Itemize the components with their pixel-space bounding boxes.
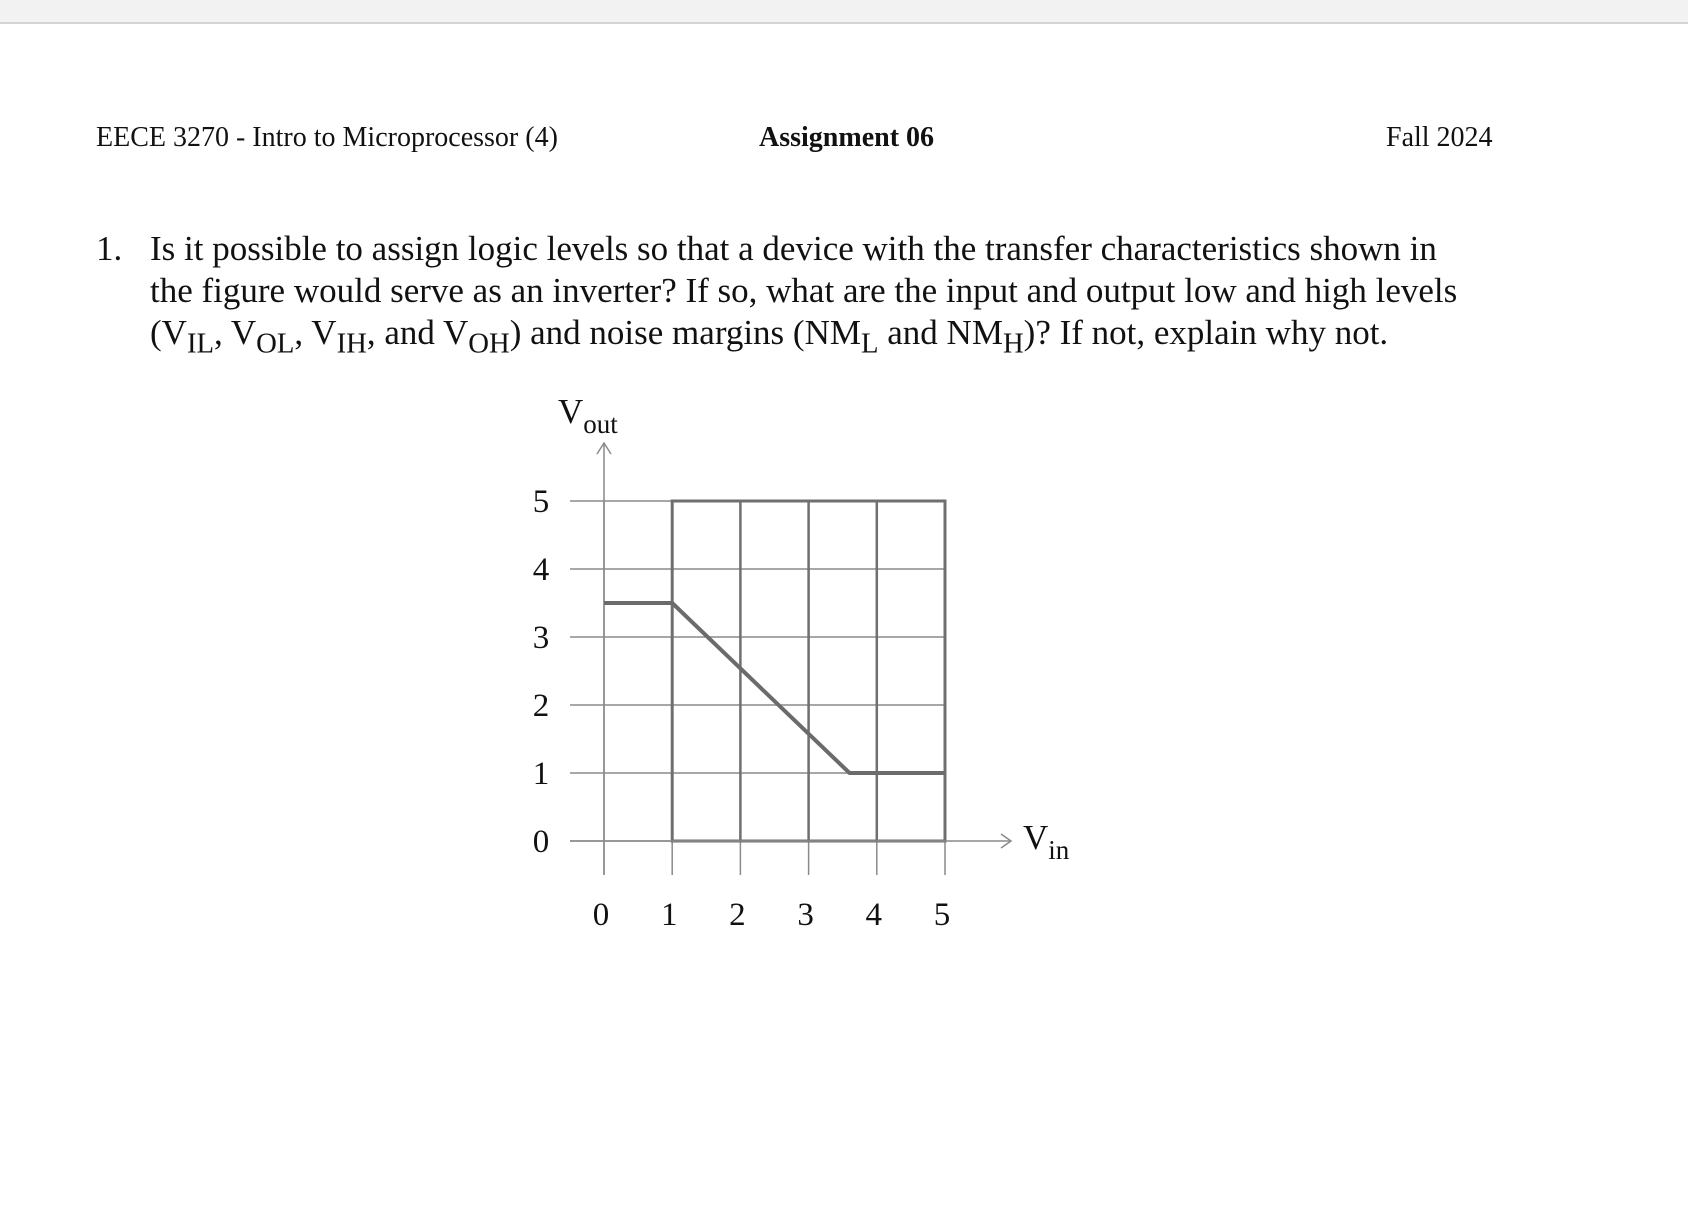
subscript: IL [186,327,215,360]
x-tick-label-1: 1 [660,897,678,933]
subscript: IH [336,327,367,360]
x-tick-label-5: 5 [933,897,951,933]
x-axis-label-main: V [1023,818,1049,857]
question-text-segment: and NM [878,313,1003,352]
x-tick-label-4: 4 [865,897,883,933]
subscript: OL [256,327,295,360]
y-tick-label-2: 2 [532,688,550,724]
y-axis-label-subscript: out [583,409,618,439]
y-tick-label-4: 4 [532,552,550,588]
x-tick-label-0: 0 [592,897,610,933]
question-text-segment: , V [294,313,337,352]
y-axis-label-main: V [558,392,584,431]
question-text-segment: )? If not, explain why not. [1023,313,1389,352]
series-line-0 [604,603,945,773]
x-axis-label-subscript: in [1048,835,1070,865]
question-number: 1. [96,229,123,268]
subscript: L [860,327,879,360]
assignment-title: Assignment 06 [759,122,935,153]
course-title: EECE 3270 - Intro to Microprocessor (4) [96,122,558,153]
subscript: H [1002,327,1024,360]
x-axis-label [1023,818,1070,865]
x-tick-label-2: 2 [729,897,746,933]
x-tick-label-3: 3 [797,897,814,933]
question-text-segment: , and V [366,313,469,352]
question-text-segment: (V [150,313,187,352]
y-axis-label [558,392,618,439]
y-tick-label-0: 0 [532,824,550,860]
y-tick-label-5: 5 [532,484,550,520]
question-text-segment: ) and noise margins (NM [509,313,861,352]
question-text-segment: , V [214,313,257,352]
question-line-1: Is it possible to assign logic levels so that a device with the transfer characteristics shown in [150,229,1437,268]
subscript: OH [468,327,510,360]
question-line-2: the figure would serve as an inverter? If so, what are the input and output low and high levels [150,271,1458,310]
term-label: Fall 2024 [1386,122,1493,153]
y-tick-label-3: 3 [532,620,550,656]
y-tick-label-1: 1 [532,756,550,792]
